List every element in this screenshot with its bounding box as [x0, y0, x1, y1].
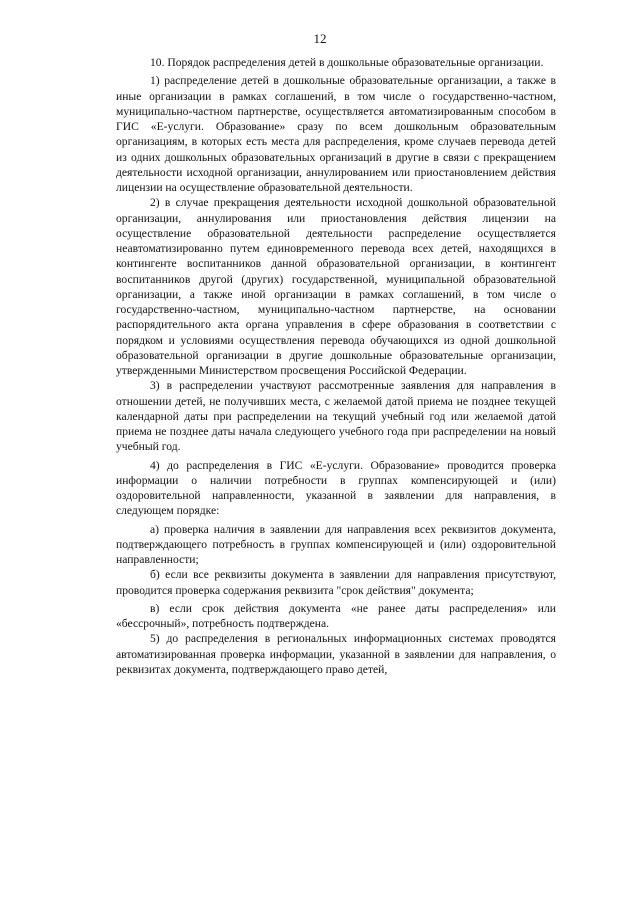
paragraph-item-5: 5) до распределения в региональных информационных системах проводятся автоматизированная проверка информации, указанной в заявлении для направления, о реквизитах документа, подтверждающего право детей, — [116, 632, 556, 676]
paragraph-subitem-v: в) если срок действия документа «не ранее даты распределения» или «бессрочный», потребность подтверждена. — [116, 601, 556, 630]
paragraph-subitem-b: б) если все реквизиты документа в заявлении для направления присутствуют, проводится проверка содержания реквизита "срок действия" документа; — [116, 568, 556, 597]
paragraph-subitem-a: а) проверка наличия в заявлении для направления всех реквизитов документа, подтверждающего потребность в группах компенсирующей и (или) оздоровительной направленности; — [116, 522, 556, 566]
paragraph-item-1: 1) распределение детей в дошкольные образовательные организации, а также в иные организации в рамках соглашений, в том числе о государственно-частном, муниципально-частном партнерстве, осуществляется автоматизированным способом в ГИС «Е-услуги. Образование» сразу по всем дошкольным образовательным организациям, в которых есть места для распределения, кроме случаев перевода детей из одних дошкольных образовательных организаций в другие в связи с прекращением деятельности исходной организации, аннулированием или приостановлением действия лицензии на осуществление образовательной деятельности. — [116, 74, 556, 194]
paragraph-item-2: 2) в случае прекращения деятельности исходной дошкольной образовательной организации, аннулирования или приостановления действия лицензии на осуществление образовательной деятельности распределение осуществляется неавтоматизированно путем единовременного перевода всех детей, находящихся в контингенте воспитанников данной образовательной организации, в контингент воспитанников другой (других) государственной, муниципальной образовательной организации, а также иной организации в рамках соглашений, в том числе о государственно-частном, муниципально-частном партнерстве, на основании распорядительного акта органа управления в сфере образования в соответствии с порядком и условиями осуществления перевода обучающихся из одной дошкольной образовательной организации в другие дошкольные образовательные организации, утвержденными Министерством просвещения Российской Федерации. — [116, 196, 556, 377]
paragraph-item-3: 3) в распределении участвуют рассмотренные заявления для направления в отношении детей, не получивших места, с желаемой датой приема не позднее текущей календарной даты при распределении на текущий учебный год или желаемой датой приема не позднее даты начала следующего учебного года при распределении на новый учебный год. — [116, 379, 556, 454]
document-body — [116, 55, 556, 677]
paragraph-section-10-heading: 10. Порядок распределения детей в дошкольные образовательные организации. — [150, 56, 544, 69]
paragraph-item-4: 4) до распределения в ГИС «Е-услуги. Образование» проводится проверка информации о наличии потребности в группах компенсирующей и (или) оздоровительной направленности, указанной в заявлении для направления, в следующем порядке: — [116, 458, 556, 518]
page-number: 12 — [313, 31, 327, 46]
